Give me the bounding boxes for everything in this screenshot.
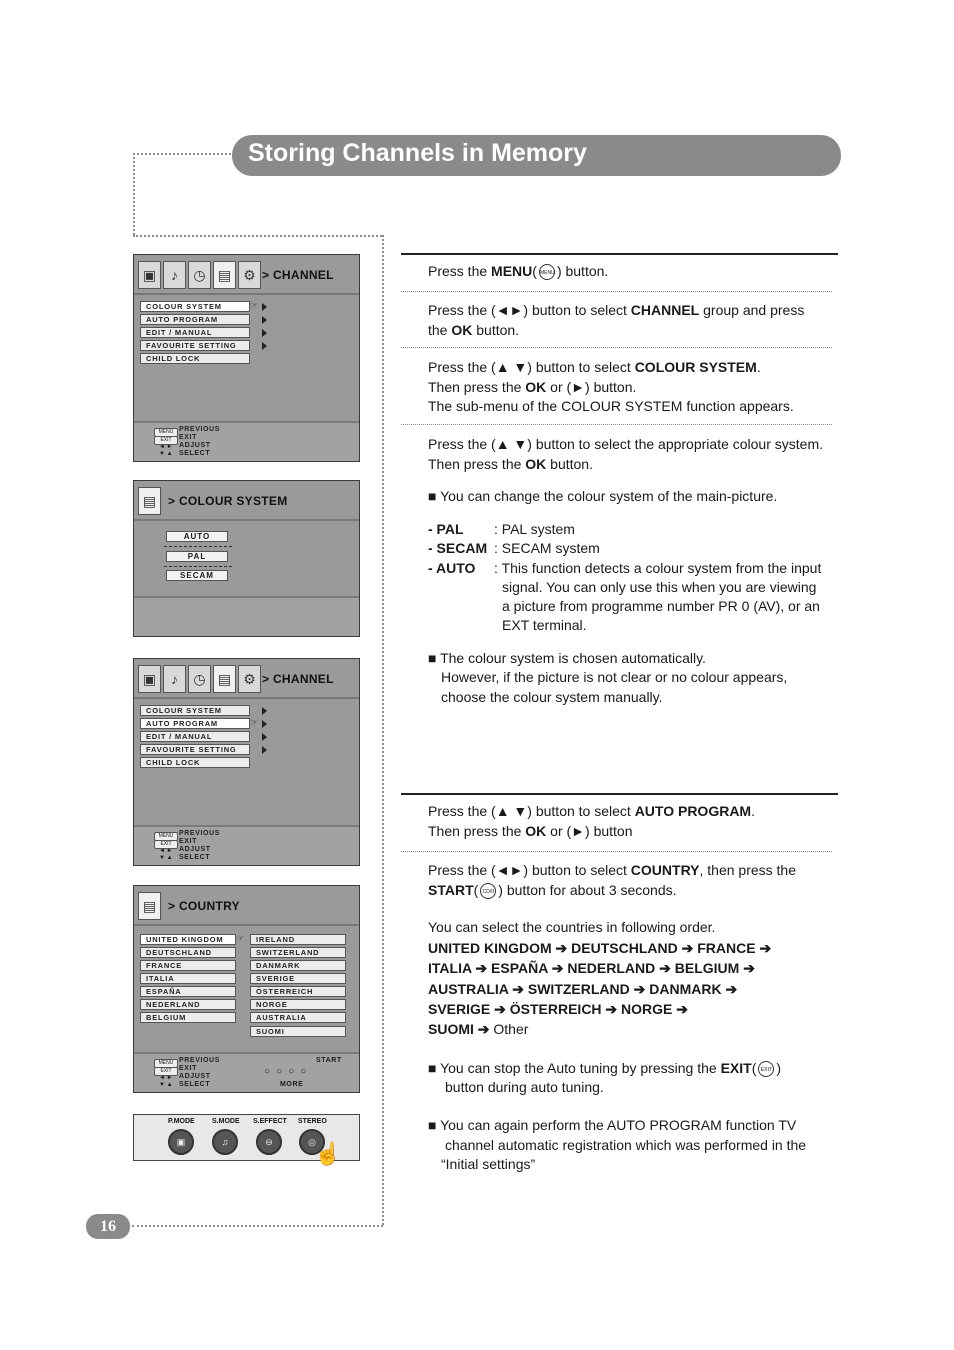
note-auto-colour-1: ■ The colour system is chosen automatically. (428, 650, 706, 666)
seffect-button[interactable]: ⊖ (256, 1129, 282, 1155)
menu-key-icon: MENU (154, 1059, 178, 1068)
menu-item-child-lock: CHILD LOCK (140, 757, 250, 768)
osd-header (134, 886, 359, 926)
menu-item-edit-manual: EDIT / MANUAL (140, 731, 250, 742)
colour-option-secam: SECAM (166, 570, 228, 581)
pointer-hand-icon: ☝ (314, 1141, 342, 1166)
osd-channel-menu-2 (133, 658, 360, 866)
note-auto-colour-2: However, if the picture is not clear or no colour appears, (441, 669, 788, 685)
country-item: ÖSTERREICH (250, 986, 346, 997)
osd-icon-row (138, 261, 261, 289)
osd-header (134, 481, 359, 521)
step-4-text: Press the (▲ ▼) button to select the appropriate colour system. Then press the OK button. (428, 436, 824, 472)
country-order-line-4: SVERIGE ➔ ÖSTERREICH ➔ NORGE ➔ (428, 1001, 689, 1017)
step-1-text: Press the MENU( MENU ) button. (428, 263, 609, 279)
dotted-frame-bottom (132, 1225, 383, 1227)
osd-country (133, 885, 360, 1093)
pal-value: : PAL system (494, 521, 575, 537)
country-item: SUOMI (250, 1026, 346, 1037)
picture-icon: ▣ (138, 665, 161, 693)
pmode-button[interactable]: ▣ (168, 1129, 194, 1155)
note-auto-program-2: channel automatic registration which was performed in the (445, 1137, 807, 1153)
cursor-hand-icon: ☞ (236, 933, 245, 943)
channel-icon: ▤ (138, 487, 161, 515)
note-auto-program-3: “Initial settings” (441, 1156, 536, 1172)
osd-footer (134, 1052, 359, 1092)
submenu-arrow-icon (262, 720, 267, 728)
pal-key: - PAL (428, 521, 464, 537)
step-2-text: Press the (◄►) button to select CHANNEL group and press the OK button. (428, 302, 805, 338)
footer-previous: PREVIOUS (179, 830, 220, 837)
osd-colour-system (133, 480, 360, 637)
divider (164, 566, 232, 567)
cursor-hand-icon: ☞ (250, 300, 259, 310)
exit-key-icon: EXIT (154, 436, 178, 445)
footer-adjust: ADJUST (179, 442, 211, 449)
footer-previous: PREVIOUS (179, 1057, 220, 1064)
menu-item-colour-system: COLOUR SYSTEM (140, 301, 250, 312)
menu-key-icon: MENU (154, 832, 178, 841)
footer-start: START (316, 1057, 342, 1064)
submenu-arrow-icon (262, 329, 267, 337)
auto-value-2: signal. You can only use this when you are viewing (502, 579, 817, 595)
country-item: DEUTSCHLAND (140, 947, 236, 958)
page-title: Storing Channels in Memory (248, 139, 587, 167)
auto-value-3: a picture from programme number PR 0 (AV), or an (502, 598, 820, 614)
country-order-line-5: SUOMI ➔ Other (428, 1021, 529, 1037)
timer-icon: ◷ (188, 261, 211, 289)
footer-exit: EXIT (179, 838, 197, 845)
step-3-text: Press the (▲ ▼) button to select COLOUR SYSTEM. Then press the OK or (►) button. The sub-menu of the COLOUR SYSTEM function appears. (428, 359, 794, 414)
divider (164, 546, 232, 547)
stereo-button[interactable]: ◎ (299, 1129, 325, 1155)
country-item: ESPAÑA (140, 986, 236, 997)
divider (401, 851, 832, 852)
dotted-frame-left (133, 153, 135, 235)
menu-key-icon: MENU (154, 428, 178, 437)
country-item: FRANCE (140, 960, 236, 971)
osd-title: > COLOUR SYSTEM (168, 494, 288, 508)
sound-icon: ♪ (163, 665, 186, 693)
country-order-intro: You can select the countries in following order. (428, 919, 716, 935)
step-5-text: Press the (▲ ▼) button to select AUTO PROGRAM. Then press the OK or (►) button (428, 803, 755, 839)
note-stop-auto-tuning: ■ You can stop the Auto tuning by pressing the EXIT( EXIT ) (428, 1060, 782, 1076)
divider (401, 291, 832, 292)
up-down-arrows-icon: ▼ ▲ (159, 451, 173, 457)
osd-header (134, 659, 359, 699)
note-auto-program-1: ■ You can again perform the AUTO PROGRAM function TV (428, 1117, 797, 1133)
remote-label-smode: S.MODE (212, 1118, 240, 1125)
osd-title: > CHANNEL (262, 672, 334, 686)
colour-option-auto: AUTO (166, 531, 228, 542)
menu-item-auto-program: AUTO PROGRAM (140, 314, 250, 325)
country-item: AUSTRALIA (250, 1012, 346, 1023)
sound-icon: ♪ (163, 261, 186, 289)
footer-previous: PREVIOUS (179, 426, 220, 433)
section-rule (401, 793, 838, 795)
exit-button-icon: EXIT (758, 1061, 774, 1077)
country-item: BELGIUM (140, 1012, 236, 1023)
exit-key-icon: EXIT (154, 840, 178, 849)
up-down-arrows-icon: ▼ ▲ (159, 855, 173, 861)
auto-key: - AUTO (428, 560, 476, 576)
osd-title: > COUNTRY (168, 899, 240, 913)
footer-exit: EXIT (179, 434, 197, 441)
country-item: SWITZERLAND (250, 947, 346, 958)
submenu-arrow-icon (262, 733, 267, 741)
channel-icon: ▤ (138, 892, 161, 920)
osd-icon-row (138, 487, 161, 515)
submenu-arrow-icon (262, 316, 267, 324)
channel-icon: ▤ (213, 261, 236, 289)
menu-button-icon: MENU (539, 264, 555, 280)
osd-icon-row (138, 892, 161, 920)
secam-key: - SECAM (428, 540, 488, 556)
left-right-arrows-icon: ◄ ► (159, 444, 173, 450)
note-auto-colour-3: choose the colour system manually. (441, 689, 663, 705)
menu-item-favourite-setting: FAVOURITE SETTING (140, 340, 250, 351)
osd-title: > CHANNEL (262, 268, 334, 282)
country-item: NORGE (250, 999, 346, 1010)
menu-item-favourite-setting: FAVOURITE SETTING (140, 744, 250, 755)
footer-more: MORE (280, 1081, 304, 1088)
divider (401, 424, 832, 425)
smode-button[interactable]: ♫ (212, 1129, 238, 1155)
footer-adjust: ADJUST (179, 846, 211, 853)
dotted-frame-top (133, 153, 231, 155)
auto-value-1: : This function detects a colour system from the input (494, 560, 822, 576)
submenu-arrow-icon (262, 707, 267, 715)
auto-value-4: EXT terminal. (502, 617, 587, 633)
exit-key-icon: EXIT (154, 1067, 178, 1076)
remote-label-seffect: S.EFFECT (253, 1118, 287, 1125)
left-right-arrows-icon: ◄ ► (159, 1075, 173, 1081)
cursor-hand-icon: ☞ (250, 717, 259, 727)
timer-icon: ◷ (188, 665, 211, 693)
dotted-frame-mid (133, 235, 382, 237)
submenu-arrow-icon (262, 303, 267, 311)
footer-select: SELECT (179, 450, 211, 457)
picture-icon: ▣ (138, 261, 161, 289)
note-colour-system: ■ You can change the colour system of the main-picture. (428, 488, 778, 504)
country-item: SVERIGE (250, 973, 346, 984)
country-order-line-1: UNITED KINGDOM ➔ DEUTSCHLAND ➔ FRANCE ➔ (428, 940, 772, 956)
setup-icon: ⚙ (238, 665, 261, 693)
country-item: UNITED KINGDOM (140, 934, 236, 945)
colour-option-pal: PAL (166, 551, 228, 562)
note-stop-auto-tuning-2: button during auto tuning. (445, 1079, 604, 1095)
country-item: DANMARK (250, 960, 346, 971)
left-right-arrows-icon: ◄ ► (159, 848, 173, 854)
osd-icon-row (138, 665, 261, 693)
country-item: ITALIA (140, 973, 236, 984)
footer-adjust: ADJUST (179, 1073, 211, 1080)
title-bar (232, 135, 841, 176)
country-item: NEDERLAND (140, 999, 236, 1010)
section-rule (401, 253, 838, 255)
remote-label-pmode: P.MODE (168, 1118, 195, 1125)
menu-item-edit-manual: EDIT / MANUAL (140, 327, 250, 338)
country-order-line-3: AUSTRALIA ➔ SWITZERLAND ➔ DANMARK ➔ (428, 981, 738, 997)
footer-select: SELECT (179, 854, 211, 861)
menu-item-child-lock: CHILD LOCK (140, 353, 250, 364)
remote-label-stereo: STEREO (298, 1118, 327, 1125)
osd-footer (134, 596, 359, 636)
menu-item-colour-system: COLOUR SYSTEM (140, 705, 250, 716)
footer-select: SELECT (179, 1081, 211, 1088)
setup-icon: ⚙ (238, 261, 261, 289)
step-6-text: Press the (◄►) button to select COUNTRY, then press the START( CD/II ) button for about 3 seconds. (428, 862, 797, 898)
menu-item-auto-program: AUTO PROGRAM (140, 718, 250, 729)
footer-exit: EXIT (179, 1065, 197, 1072)
osd-footer (134, 421, 359, 461)
start-button-icon: CD/II (480, 883, 496, 899)
divider (401, 347, 832, 348)
page-number: 16 (86, 1214, 130, 1239)
channel-icon: ▤ (213, 665, 236, 693)
submenu-arrow-icon (262, 342, 267, 350)
submenu-arrow-icon (262, 746, 267, 754)
country-order-line-2: ITALIA ➔ ESPAÑA ➔ NEDERLAND ➔ BELGIUM ➔ (428, 960, 755, 976)
country-item: IRELAND (250, 934, 346, 945)
page-dots-icon: ○○○○ (264, 1066, 313, 1077)
osd-channel-menu-1 (133, 254, 360, 462)
remote-control-buttons (133, 1114, 360, 1166)
up-down-arrows-icon: ▼ ▲ (159, 1082, 173, 1088)
osd-header (134, 255, 359, 295)
dotted-frame-right (382, 235, 384, 1225)
secam-value: : SECAM system (494, 540, 600, 556)
osd-footer (134, 825, 359, 865)
